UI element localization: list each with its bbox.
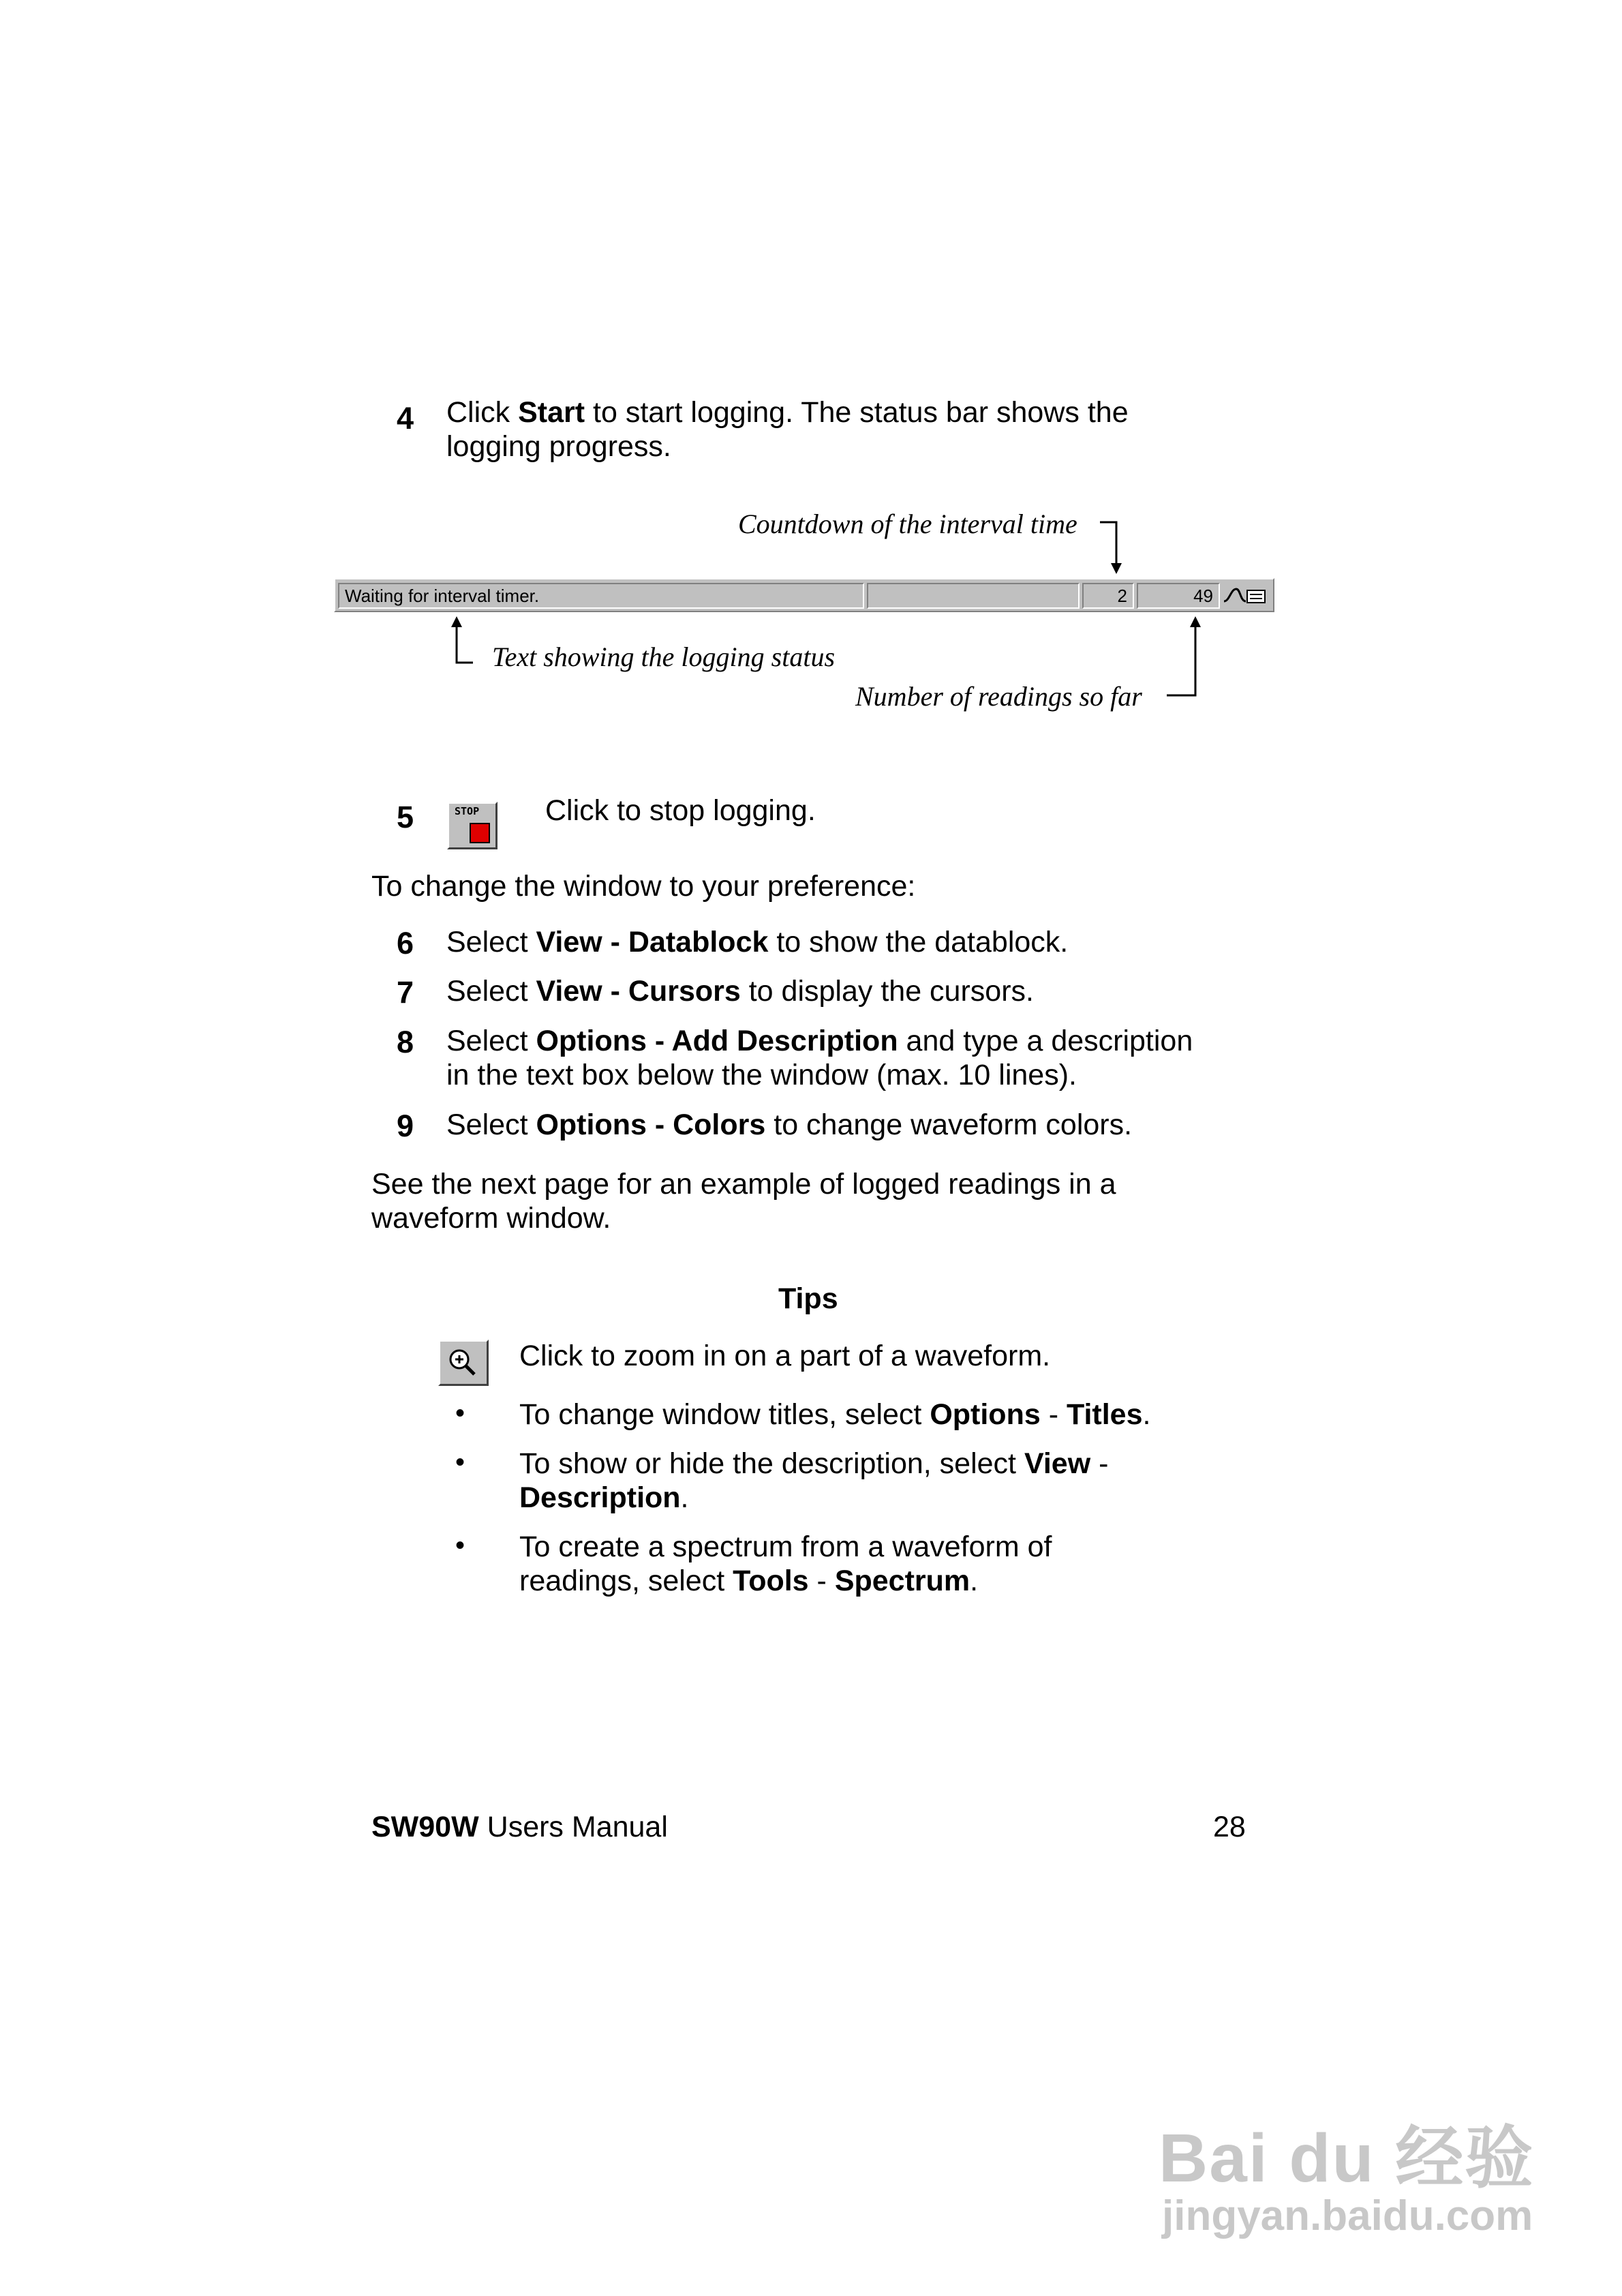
callout-countdown: Countdown of the interval time bbox=[738, 509, 1077, 539]
tip-1-text-b: - bbox=[1040, 1398, 1067, 1431]
tip-1-text-a: To change window titles, select bbox=[519, 1398, 930, 1431]
see-next-line-1: See the next page for an example of logged readings in a bbox=[371, 1168, 1116, 1200]
tip-1-bold-a: Options bbox=[930, 1398, 1041, 1431]
step-number-8: 8 bbox=[397, 1025, 414, 1059]
tip-bullet-1: • bbox=[455, 1398, 465, 1428]
step-6-text-b: to show the datablock. bbox=[768, 926, 1069, 958]
step-number-9: 9 bbox=[397, 1108, 414, 1143]
tip-2-text bbox=[519, 1447, 1269, 1515]
step-4-text-b: to start logging. The status bar shows the bbox=[585, 396, 1129, 429]
tip-2-text-c: . bbox=[680, 1481, 689, 1514]
step-7-text-a: Select bbox=[446, 975, 536, 1008]
step-8-text bbox=[446, 1024, 1264, 1092]
see-next-line-2: waveform window. bbox=[371, 1202, 611, 1235]
tip-bullet-3: • bbox=[455, 1530, 465, 1560]
step-8-text-c: in the text box below the window (max. 10 lines). bbox=[446, 1059, 1077, 1091]
footer-title bbox=[371, 1810, 668, 1844]
step-4-text bbox=[446, 395, 1264, 464]
footer-manual-label: Users Manual bbox=[478, 1811, 668, 1843]
logging-waveform-icon bbox=[1221, 584, 1272, 608]
step-4-bold: Start bbox=[518, 396, 585, 429]
zoom-tip-text: Click to zoom in on a part of a waveform. bbox=[519, 1340, 1051, 1372]
watermark-url: jingyan.baidu.com bbox=[1162, 2192, 1533, 2239]
step-number-5: 5 bbox=[397, 800, 414, 834]
stop-button-label: STOP bbox=[455, 805, 480, 817]
tip-3-text-b: readings, select bbox=[519, 1565, 733, 1597]
step-6-text-a: Select bbox=[446, 926, 536, 958]
watermark-logo: Bai du 经验 bbox=[1159, 2120, 1535, 2196]
see-next-text bbox=[371, 1167, 1257, 1235]
step-4-text-a: Click bbox=[446, 396, 519, 429]
stop-button[interactable] bbox=[447, 802, 498, 849]
step-9-text-b: to change waveform colors. bbox=[765, 1108, 1133, 1141]
step-7-text bbox=[446, 974, 1034, 1008]
tip-3-text-a: To create a spectrum from a waveform of bbox=[519, 1530, 1052, 1563]
tip-1-bold-b: Titles bbox=[1066, 1398, 1143, 1431]
step-7-bold: View - Cursors bbox=[536, 975, 741, 1008]
tip-2-bold-b: Description bbox=[519, 1481, 681, 1514]
tip-1-text bbox=[519, 1398, 1150, 1432]
step-number-7: 7 bbox=[397, 975, 414, 1010]
tip-3-text-d: . bbox=[970, 1565, 979, 1597]
step-number-6: 6 bbox=[397, 926, 414, 961]
step-4-text-c: logging progress. bbox=[446, 430, 671, 463]
step-8-bold: Options - Add Description bbox=[536, 1025, 898, 1057]
step-9-bold: Options - Colors bbox=[536, 1108, 766, 1141]
zoom-magnifier-icon bbox=[440, 1342, 487, 1384]
tips-heading: Tips bbox=[778, 1282, 838, 1315]
tip-3-text bbox=[519, 1530, 1269, 1598]
step-7-text-b: to display the cursors. bbox=[740, 975, 1034, 1008]
zoom-button[interactable] bbox=[438, 1340, 489, 1386]
step-6-text bbox=[446, 925, 1068, 959]
status-readings-panel: 49 bbox=[1137, 583, 1220, 609]
step-5-text: Click to stop logging. bbox=[545, 794, 816, 827]
page-number: 28 bbox=[1213, 1811, 1246, 1843]
tip-bullet-2: • bbox=[455, 1447, 465, 1477]
status-empty-panel bbox=[867, 583, 1080, 609]
tip-3-bold-a: Tools bbox=[733, 1565, 809, 1597]
tip-2-text-a: To show or hide the description, select bbox=[519, 1447, 1024, 1480]
tip-1-text-c: . bbox=[1142, 1398, 1151, 1431]
status-bar bbox=[334, 578, 1274, 612]
status-text-arrow-icon bbox=[448, 615, 483, 669]
step-6-bold: View - Datablock bbox=[536, 926, 769, 958]
stop-square-icon bbox=[470, 823, 490, 843]
step-number-4: 4 bbox=[397, 401, 414, 436]
step-9-text bbox=[446, 1108, 1132, 1142]
step-8-text-b: and type a description bbox=[898, 1025, 1193, 1057]
status-message-panel: Waiting for interval timer. bbox=[338, 583, 864, 609]
callout-readings: Number of readings so far bbox=[855, 681, 1142, 712]
tip-2-bold-a: View bbox=[1024, 1447, 1091, 1480]
footer-product: SW90W bbox=[371, 1811, 479, 1843]
countdown-arrow-icon bbox=[1097, 518, 1131, 576]
status-countdown-panel: 2 bbox=[1082, 583, 1134, 609]
step-9-text-a: Select bbox=[446, 1108, 536, 1141]
tip-2-text-b: - bbox=[1090, 1447, 1109, 1480]
step-8-text-a: Select bbox=[446, 1025, 536, 1057]
tip-3-bold-b: Spectrum bbox=[834, 1565, 970, 1597]
tip-3-text-c: - bbox=[808, 1565, 835, 1597]
callout-status-text: Text showing the logging status bbox=[492, 641, 836, 672]
intro-text: To change the window to your preference: bbox=[371, 870, 916, 903]
readings-arrow-icon bbox=[1159, 615, 1213, 704]
